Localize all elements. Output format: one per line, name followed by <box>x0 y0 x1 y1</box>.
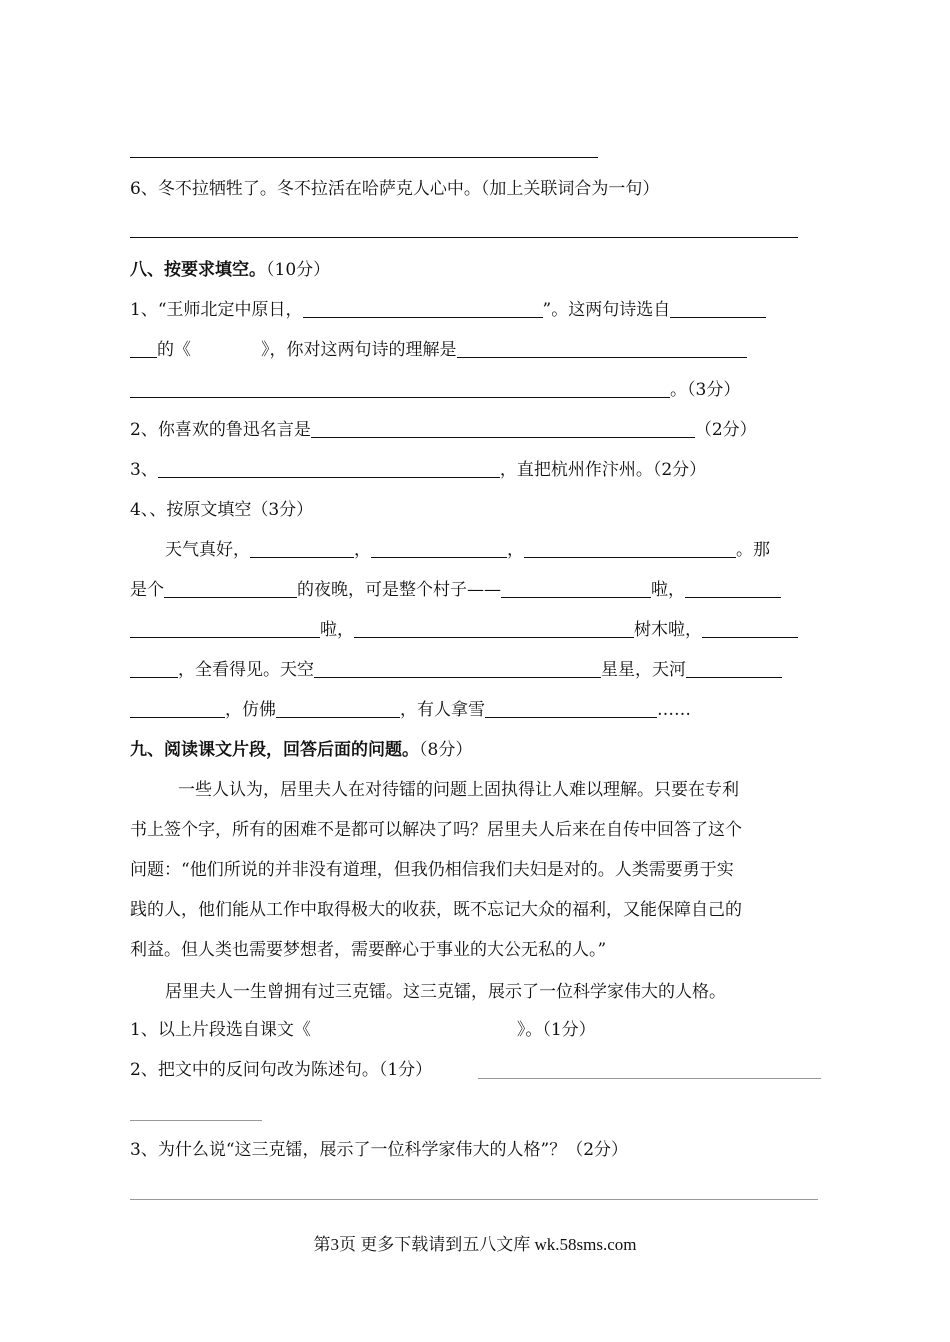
q4-text: ， <box>354 540 371 560</box>
blank <box>158 460 500 478</box>
blank <box>250 540 354 558</box>
passage-line: 居里夫人一生曾拥有过三克镭。这三克镭，展示了一位科学家伟大的人格。 <box>165 982 726 1002</box>
q1-suffix: 》。（1分） <box>516 1020 596 1040</box>
section-9-q2: 2、把文中的反问句改为陈述句。（1分） <box>130 1060 433 1080</box>
blank <box>354 620 634 638</box>
section-9-q3: 3、为什么说“这三克镭，展示了一位科学家伟大的人格”？（2分） <box>130 1140 629 1160</box>
section-9-heading <box>130 738 472 762</box>
q2-score: （2分） <box>694 420 757 440</box>
section-8-q4-title: 4、、按原文填空（3分） <box>130 500 314 520</box>
blank <box>314 660 601 678</box>
blank <box>371 540 507 558</box>
q3-prefix: 3、 <box>130 460 158 480</box>
q4-text: 树木啦， <box>634 620 702 640</box>
blank <box>702 620 798 638</box>
blank <box>311 420 695 438</box>
blank <box>130 660 178 678</box>
section-9-q1 <box>130 1018 596 1042</box>
q4-text: 天气真好， <box>165 540 250 560</box>
q4-text: 的夜晚，可是整个村子—— <box>297 580 501 600</box>
blank <box>485 700 657 718</box>
passage-line: 书上签个字，所有的困难不是都可以解决了吗？居里夫人后来在自传中回答了这个 <box>130 820 742 840</box>
blank <box>130 380 670 398</box>
q4-line4 <box>130 658 782 682</box>
q4-text: 啦， <box>320 620 354 640</box>
passage-line: 利益。但人类也需要梦想者，需要醉心于事业的大公无私的人。” <box>130 940 607 960</box>
blank <box>130 620 320 638</box>
page-footer: 第3页 更多下载请到五八文库 wk.58sms.com <box>313 1235 637 1254</box>
q4-line2 <box>130 578 781 602</box>
passage-line: 问题：“他们所说的并非没有道理，但我仍相信我们夫妇是对的。人类需要勇于实 <box>130 860 734 880</box>
section-8-score: （10分） <box>266 260 331 280</box>
section-8-q1-line1 <box>130 298 766 322</box>
answer-line <box>130 237 798 238</box>
answer-line <box>130 1120 262 1121</box>
blank <box>276 700 400 718</box>
q2-prefix: 2、你喜欢的鲁迅名言是 <box>130 420 311 440</box>
section-8-q1-line2 <box>130 338 747 362</box>
q4-line3 <box>130 618 798 642</box>
q4-text: ，仿佛 <box>225 700 276 720</box>
q4-line1 <box>165 538 770 562</box>
q4-text: 。那 <box>736 540 770 560</box>
section-8-q1-line3 <box>130 378 740 402</box>
question-7-6: 6、冬不拉牺牲了。冬不拉活在哈萨克人心中。（加上关联词合为一句） <box>130 179 660 199</box>
section-8-q3 <box>130 458 706 482</box>
section-8-title: 八、按要求填空。 <box>130 260 266 280</box>
blank <box>457 340 747 358</box>
q1-after: ”。这两句诗选自 <box>542 300 671 320</box>
q3-suffix: ，直把杭州作汴州。（2分） <box>499 460 707 480</box>
blank <box>686 660 782 678</box>
q1-close: 》，你对这两句诗的理解是 <box>261 340 457 360</box>
q1-de: 的《 <box>157 340 191 360</box>
blank <box>303 300 543 318</box>
q4-text: 星星，天河 <box>601 660 686 680</box>
blank <box>130 700 225 718</box>
q4-text: ， <box>507 540 524 560</box>
q4-line5 <box>130 698 691 722</box>
answer-line <box>478 1078 821 1079</box>
blank <box>164 580 297 598</box>
q4-text: 是个 <box>130 580 164 600</box>
q1-prefix: 1、“王师北定中原日， <box>130 300 303 320</box>
q4-text: ，全看得见。天空 <box>178 660 314 680</box>
blank <box>501 580 651 598</box>
passage-line: 一些人认为，居里夫人在对待镭的问题上固执得让人难以理解。只要在专利 <box>178 780 739 800</box>
section-9-score: （8分） <box>419 740 473 760</box>
passage-line: 践的人，他们能从工作中取得极大的收获，既不忘记大众的福利，又能保障自己的 <box>130 900 742 920</box>
answer-line <box>130 157 598 158</box>
blank <box>130 340 157 358</box>
q1-prefix: 1、以上片段选自课文《 <box>130 1020 311 1040</box>
q4-text: …… <box>657 700 691 720</box>
blank <box>685 580 781 598</box>
section-8-heading <box>130 258 330 282</box>
blank <box>524 540 736 558</box>
answer-line <box>130 1199 818 1200</box>
q4-text: ，有人拿雪 <box>400 700 485 720</box>
section-8-q2 <box>130 418 757 442</box>
blank <box>670 300 766 318</box>
q4-text: 啦， <box>651 580 685 600</box>
q1-score: 。（3分） <box>670 380 741 400</box>
section-9-title: 九、阅读课文片段，回答后面的问题。 <box>130 740 419 760</box>
